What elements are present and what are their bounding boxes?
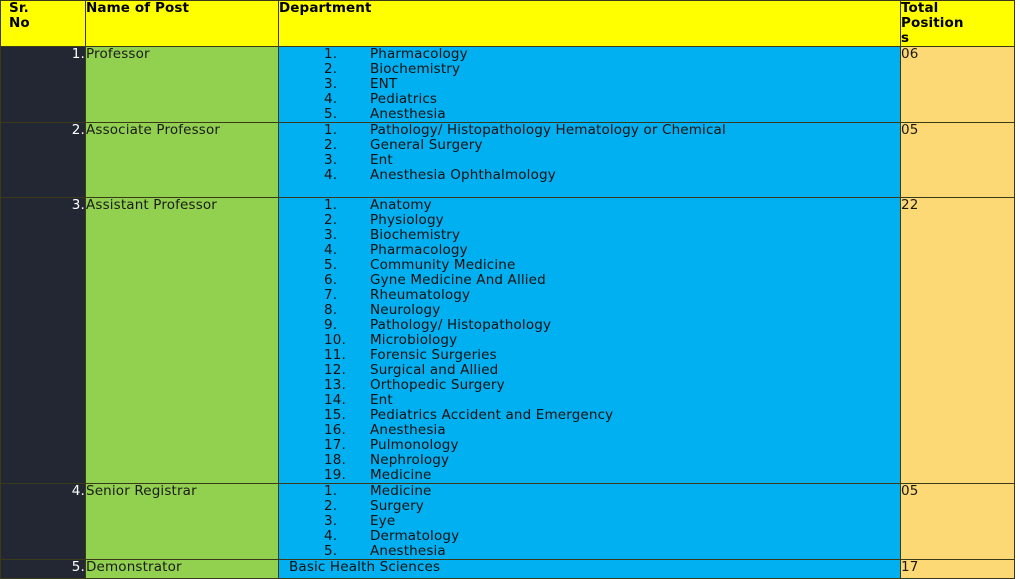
- department-item-number: 2.: [324, 61, 338, 77]
- department-item: [279, 348, 900, 363]
- department-list: [279, 47, 900, 122]
- cell-name-of-post: [86, 123, 279, 198]
- header-row: [1, 1, 1015, 47]
- department-item: [279, 107, 900, 122]
- cell-total-positions: 06: [901, 47, 1015, 123]
- department-item-number: 14.: [324, 392, 346, 408]
- department-item: [279, 423, 900, 438]
- department-item-label: Community Medicine: [370, 257, 516, 273]
- department-item-label: Eye: [370, 513, 396, 529]
- department-item-label: Ent: [370, 152, 393, 168]
- department-item-number: 7.: [324, 287, 338, 303]
- department-item: [279, 138, 900, 153]
- department-item: [279, 468, 900, 483]
- department-item: [279, 408, 900, 423]
- department-item-number: 11.: [324, 347, 346, 363]
- department-item: [279, 123, 900, 138]
- cell-name-of-post: [86, 560, 279, 579]
- department-item-number: 4.: [324, 528, 338, 544]
- table-header: [1, 1, 1015, 47]
- department-item-number: 2.: [324, 498, 338, 514]
- department-item: [279, 484, 900, 499]
- department-item-label: Anatomy: [370, 197, 432, 213]
- department-list: [279, 123, 900, 183]
- department-item-number: 18.: [324, 452, 346, 468]
- department-item-number: 17.: [324, 437, 346, 453]
- header-dept-label: Department: [279, 0, 372, 16]
- department-item: [279, 453, 900, 468]
- cell-name-of-post: [86, 484, 279, 560]
- department-item-label: Anesthesia: [370, 543, 446, 559]
- department-item: [279, 243, 900, 258]
- department-item: [279, 168, 900, 183]
- department-item-label: Forensic Surgeries: [370, 347, 497, 363]
- department-item: [279, 213, 900, 228]
- department-item-label: Pharmacology: [370, 242, 468, 258]
- department-item-label: General Surgery: [370, 137, 483, 153]
- cell-sr-no: 5.: [1, 560, 86, 579]
- table-row: [1, 560, 1015, 579]
- department-item-number: 19.: [324, 467, 346, 483]
- department-item-label: Biochemistry: [370, 61, 461, 77]
- department-item-number: 5.: [324, 543, 338, 559]
- post-label: Professor: [86, 46, 150, 62]
- department-item-label: Anesthesia Ophthalmology: [370, 167, 556, 183]
- column-header-total-positions: [901, 1, 1015, 47]
- department-item: [279, 273, 900, 288]
- department-item-label: Biochemistry: [370, 227, 461, 243]
- department-item: [279, 153, 900, 168]
- department-item-label: Medicine: [370, 483, 432, 499]
- department-item-number: 1.: [324, 197, 338, 213]
- cell-sr-no: 4.: [1, 484, 86, 560]
- department-item-number: 9.: [324, 317, 338, 333]
- cell-total-positions: 17: [901, 560, 1015, 579]
- department-item: [279, 499, 900, 514]
- department-item-label: Orthopedic Surgery: [370, 377, 505, 393]
- cell-department: [279, 47, 901, 123]
- department-item-label: Surgical and Allied: [370, 362, 499, 378]
- department-item-label: Microbiology: [370, 332, 458, 348]
- department-item: [279, 544, 900, 559]
- department-item-label: Pathology/ Histopathology Hematology or Chemical: [370, 122, 726, 138]
- department-item-label: ENT: [370, 76, 398, 92]
- department-item-number: 15.: [324, 407, 346, 423]
- department-item-number: 1.: [324, 46, 338, 62]
- department-item: [279, 378, 900, 393]
- department-item-number: 2.: [324, 212, 338, 228]
- cell-department: [279, 198, 901, 484]
- department-item-number: 13.: [324, 377, 346, 393]
- department-item-number: 3.: [324, 76, 338, 92]
- department-item: Basic Health Sciences: [289, 559, 441, 575]
- cell-sr-no: 2.: [1, 123, 86, 198]
- department-item-number: 10.: [324, 332, 346, 348]
- department-item: [279, 393, 900, 408]
- department-item-number: 5.: [324, 106, 338, 122]
- department-item-label: Dermatology: [370, 528, 460, 544]
- column-header-name-of-post: [86, 1, 279, 47]
- department-item-number: 6.: [324, 272, 338, 288]
- cell-name-of-post: [86, 47, 279, 123]
- department-item-label: Surgery: [370, 498, 424, 514]
- department-item: [279, 318, 900, 333]
- department-item: [279, 62, 900, 77]
- department-item-number: 2.: [324, 137, 338, 153]
- department-item-label: Rheumatology: [370, 287, 471, 303]
- table-body: [1, 47, 1015, 579]
- cell-total-positions: 05: [901, 484, 1015, 560]
- department-item: [279, 228, 900, 243]
- department-item-label: Physiology: [370, 212, 444, 228]
- department-item: [279, 529, 900, 544]
- department-item-label: Pulmonology: [370, 437, 459, 453]
- cell-department: [279, 484, 901, 560]
- department-item-label: Nephrology: [370, 452, 450, 468]
- department-item-number: 3.: [324, 152, 338, 168]
- cell-total-positions: 22: [901, 198, 1015, 484]
- department-item: [279, 198, 900, 213]
- department-item: [279, 258, 900, 273]
- header-sr-line2: No: [9, 15, 30, 31]
- table-row: [1, 47, 1015, 123]
- department-item-label: Anesthesia: [370, 106, 446, 122]
- department-item: [279, 333, 900, 348]
- header-post-label: Name of Post: [86, 0, 190, 16]
- department-item-number: 4.: [324, 91, 338, 107]
- department-item: [279, 47, 900, 62]
- department-list: [279, 198, 900, 483]
- header-total-line2: Position: [901, 15, 964, 31]
- table-row: [1, 123, 1015, 198]
- header-total-line3: s: [901, 30, 910, 46]
- cell-name-of-post: [86, 198, 279, 484]
- department-item-label: Pathology/ Histopathology: [370, 317, 552, 333]
- department-item: [279, 438, 900, 453]
- department-item: [279, 92, 900, 107]
- department-item-label: Anesthesia: [370, 422, 446, 438]
- department-item-label: Neurology: [370, 302, 441, 318]
- department-item-number: 8.: [324, 302, 338, 318]
- cell-department: [279, 123, 901, 198]
- column-header-sr-no: [1, 1, 86, 47]
- department-item-label: Medicine: [370, 467, 432, 483]
- table-row: [1, 198, 1015, 484]
- cell-sr-no: 3.: [1, 198, 86, 484]
- department-item-number: 4.: [324, 167, 338, 183]
- department-item-label: Gyne Medicine And Allied: [370, 272, 546, 288]
- table-row: [1, 484, 1015, 560]
- header-sr-line1: Sr.: [9, 0, 29, 16]
- cell-department: [279, 560, 901, 579]
- post-label: Senior Registrar: [86, 483, 197, 499]
- post-label: Demonstrator: [86, 559, 182, 575]
- department-item-number: 12.: [324, 362, 346, 378]
- department-item: [279, 303, 900, 318]
- department-item-number: 5.: [324, 257, 338, 273]
- cell-total-positions: 05: [901, 123, 1015, 198]
- department-item: [279, 77, 900, 92]
- department-item-label: Pediatrics Accident and Emergency: [370, 407, 614, 423]
- department-item-number: 1.: [324, 483, 338, 499]
- department-item: [279, 363, 900, 378]
- header-total-line1: Total: [901, 0, 939, 16]
- department-list: [279, 484, 900, 559]
- post-label: Assistant Professor: [86, 197, 217, 213]
- department-item: [279, 514, 900, 529]
- department-item-number: 1.: [324, 122, 338, 138]
- department-item-number: 4.: [324, 242, 338, 258]
- cell-sr-no: 1.: [1, 47, 86, 123]
- department-item-number: 3.: [324, 227, 338, 243]
- department-item-label: Pediatrics: [370, 91, 438, 107]
- post-label: Associate Professor: [86, 122, 221, 138]
- department-item-label: Ent: [370, 392, 393, 408]
- department-item: [279, 288, 900, 303]
- column-header-department: [279, 1, 901, 47]
- department-item-number: 16.: [324, 422, 346, 438]
- department-item-number: 3.: [324, 513, 338, 529]
- department-item-label: Pharmacology: [370, 46, 468, 62]
